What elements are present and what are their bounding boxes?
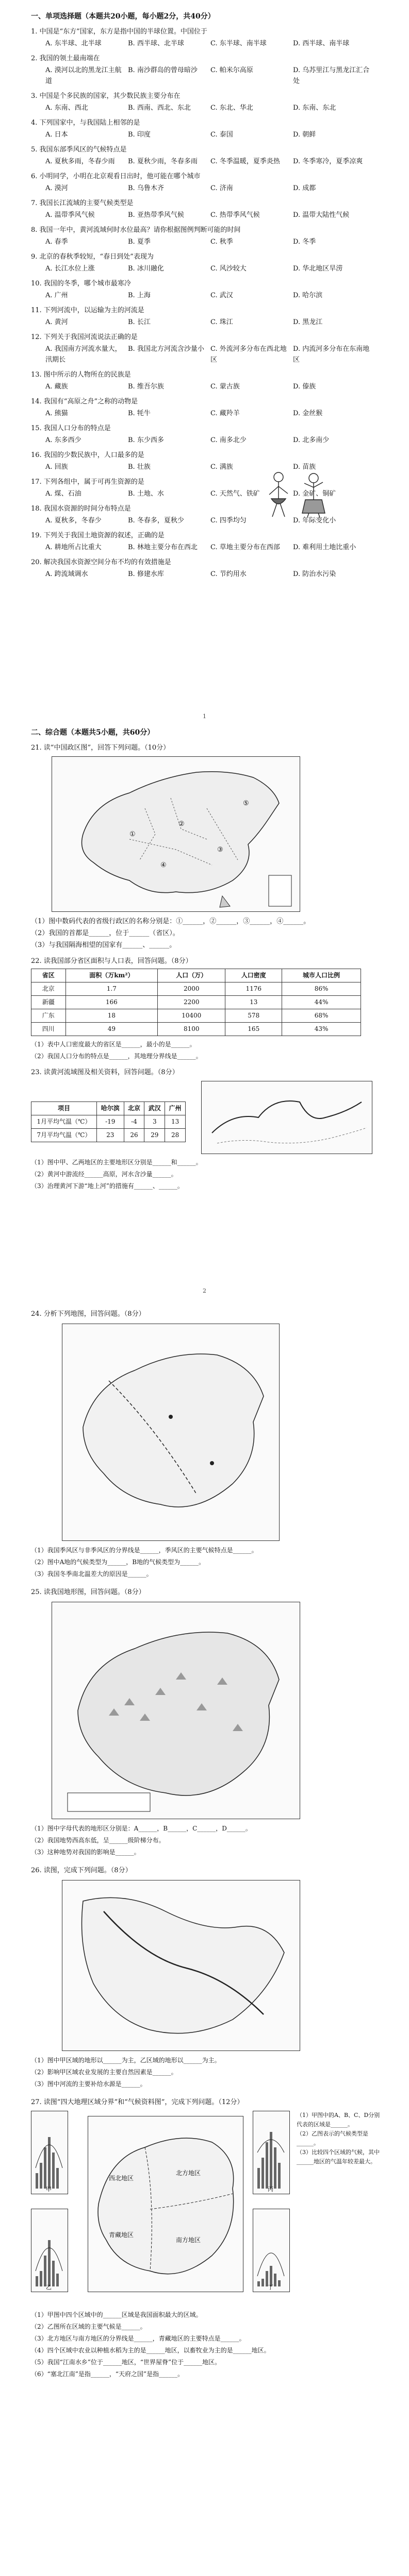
q24-sub-3: （3）我国冬季南北温差大的原因是______。 xyxy=(31,1570,153,1578)
option-c: C. 风沙较大 xyxy=(210,265,247,273)
option-a: A. 温带季风气候 xyxy=(45,211,95,219)
temperature-table xyxy=(31,1101,186,1142)
question-options xyxy=(45,317,387,328)
q23-sub-2: （2）黄河中游流经______高原，河水含沙量______。 xyxy=(31,1171,177,1178)
q26-sub-3: （3）图中河流的主要补给水源是______。 xyxy=(31,2080,146,2088)
option-d: D. 冬季 xyxy=(293,238,316,246)
table-cell: 7月平均气温（℃） xyxy=(31,1129,97,1142)
ethnic-people-illustration xyxy=(258,468,335,522)
option-b: B. 东少西多 xyxy=(128,436,164,444)
option-c: C. 珠江 xyxy=(210,318,233,326)
question-options xyxy=(45,408,387,419)
question-options xyxy=(45,103,387,113)
question-options xyxy=(45,290,387,301)
question-options xyxy=(45,263,387,274)
option-d: D. 成都 xyxy=(293,184,316,192)
option-b: B. 西半球、北半球 xyxy=(128,40,184,47)
climate-chart-3 xyxy=(253,2111,290,2194)
q27-side-notes xyxy=(297,2111,384,2166)
question-options xyxy=(45,462,387,472)
option-b: B. 壮族 xyxy=(128,463,151,471)
page3-content xyxy=(31,1309,387,2381)
table-header: 省区 xyxy=(31,969,66,982)
option-b: B. 土地、水 xyxy=(128,490,164,498)
option-d: D. 朝鲜 xyxy=(293,131,316,139)
question-options xyxy=(45,236,387,247)
option-c: C. 东北、华北 xyxy=(210,104,253,112)
table-header: 人口密度 xyxy=(225,969,282,982)
table-cell: 8100 xyxy=(158,1023,225,1036)
option-c: C. 蒙古族 xyxy=(210,383,240,391)
question-options xyxy=(45,210,387,221)
side-note-1: （1）甲图中的A、B、C、D分别代表的区域是______。 xyxy=(297,2112,380,2128)
question-stem: 13. 图中所示的人物所在的民族是 xyxy=(31,371,131,379)
option-b: B. 长江 xyxy=(128,318,151,326)
q27-sub-6: （6）“塞北江南”是指______，“天府之国”是指______。 xyxy=(31,2370,184,2378)
china-political-map xyxy=(52,756,300,912)
option-a: A. 夏秋多雨，冬春少雨 xyxy=(45,158,115,165)
option-a: A. 广州 xyxy=(45,292,68,299)
region-map xyxy=(62,1880,300,2051)
q26-stem: 26. 读图，完成下列问题。（8分） xyxy=(31,1867,132,1874)
option-d: D. 温带大陆性气候 xyxy=(293,211,350,219)
option-d: D. 冬季寒冷，夏季凉爽 xyxy=(293,158,363,165)
question-stem: 6. 小明同学，小明在北京观看日出时，他可能在哪个城市 xyxy=(31,173,201,180)
climate-chart-1 xyxy=(31,2111,68,2194)
section1-title: 一、单项选择题（本题共20小题，每小题2分，共40分） xyxy=(31,12,215,21)
option-b: B. 西南、西北、东北 xyxy=(128,104,191,112)
table-header: 北京 xyxy=(124,1102,144,1115)
table-cell: 44% xyxy=(282,996,361,1009)
option-d: D. 内流河多分布在东南地区 xyxy=(293,345,370,364)
q24-stem: 24. 分析下列地图，回答问题。（8分） xyxy=(31,1310,145,1318)
region-label-northwest: 西北地区 xyxy=(109,2175,134,2182)
option-d: D. 金丝猴 xyxy=(293,410,323,417)
q24-sub-1: （1）我国季风区与非季风区的分界线是______，季风区的主要气候特点是______。 xyxy=(31,1547,258,1554)
yellow-river-map xyxy=(201,1081,372,1154)
table-cell: 3 xyxy=(144,1115,165,1129)
climate-chart-4 xyxy=(253,2209,290,2292)
option-b: B. 南沙群岛的曾母暗沙 xyxy=(128,66,198,74)
table-cell: -4 xyxy=(124,1115,144,1129)
option-c: C. 草地主要分布在西部 xyxy=(210,544,280,551)
terrain-map xyxy=(52,1602,300,1819)
question-stem: 3. 中国是个多民族的国家，其少数民族主要分布在 xyxy=(31,92,181,100)
question-stem: 8. 我国一年中，黄河流域何时水位最高？请你根据图例判断可能的时间 xyxy=(31,226,241,234)
chart-label-1: 甲 xyxy=(46,2186,52,2193)
table-row xyxy=(31,982,361,996)
option-a: A. 跨流域调水 xyxy=(45,570,88,578)
question-stem: 4. 下列国家中，与我国陆上相邻的是 xyxy=(31,119,140,127)
question-options xyxy=(45,183,387,194)
table-cell: 新疆 xyxy=(31,996,66,1009)
table-cell: 86% xyxy=(282,982,361,996)
q27-sub-3: （3）北方地区与南方地区的分界线是______，青藏地区的主要特点是______。 xyxy=(31,2335,246,2342)
map-label-5: ⑤ xyxy=(243,800,249,807)
q21-sub-3: （3）与我国隔海相望的国家有______、______。 xyxy=(31,941,176,949)
climate-map xyxy=(62,1324,280,1541)
option-b: B. 维吾尔族 xyxy=(128,383,164,391)
table-cell: 68% xyxy=(282,1009,361,1023)
option-a: A. 我国南方河流水量大，汛期长 xyxy=(45,345,122,364)
table-cell: 北京 xyxy=(31,982,66,996)
table-cell: 13 xyxy=(225,996,282,1009)
option-c: C. 武汉 xyxy=(210,292,233,299)
option-b: B. 夏秋少雨，冬春多雨 xyxy=(128,158,198,165)
option-b: B. 冰川融化 xyxy=(128,265,164,273)
map-label-2: ② xyxy=(178,820,185,828)
option-c: C. 帕米尔高原 xyxy=(210,66,253,74)
page-number: 1 xyxy=(203,713,206,720)
question-options xyxy=(45,569,387,580)
table-header: 广州 xyxy=(165,1102,186,1115)
option-c: C. 四季均匀 xyxy=(210,517,247,524)
chart-label-3: 丙 xyxy=(268,2186,273,2193)
table-cell: 578 xyxy=(225,1009,282,1023)
q22-sub-2: （2）我国人口分布的特点是______，其地理分界线是______。 xyxy=(31,1053,202,1060)
table-cell: 2000 xyxy=(158,982,225,996)
section-comprehensive xyxy=(31,727,387,1193)
q21-stem: 21. 读“中国政区图”，回答下列问题。（10分） xyxy=(31,744,170,752)
option-d: D. 西半球、南半球 xyxy=(293,40,350,47)
q25-sub-3: （3）这种地势对我国的影响是______。 xyxy=(31,1849,140,1856)
question-stem: 11. 下列河流中，以运输为主的河流是 xyxy=(31,307,144,314)
population-table xyxy=(31,969,361,1036)
four-regions-map xyxy=(88,2116,243,2292)
option-a: A. 耕地所占比重大 xyxy=(45,544,102,551)
table-cell: -19 xyxy=(96,1115,124,1129)
option-b: B. 林地主要分布在西北 xyxy=(128,544,198,551)
option-d: D. 黑龙江 xyxy=(293,318,323,326)
question-stem: 16. 我国的少数民族中，人口最多的是 xyxy=(31,451,144,459)
table-cell: 28 xyxy=(165,1129,186,1142)
page-number: 2 xyxy=(203,1287,206,1294)
option-a: A. 长江水位上涨 xyxy=(45,265,95,273)
question-options xyxy=(45,65,387,87)
region-label-tibet: 青藏地区 xyxy=(109,2231,134,2239)
question-options xyxy=(45,488,387,499)
table-cell: 49 xyxy=(66,1023,158,1036)
question-options xyxy=(45,542,387,553)
option-c: C. 节约用水 xyxy=(210,570,247,578)
option-c: C. 冬季温暖，夏季炎热 xyxy=(210,158,280,165)
q23-sub-3: （3）治理黄河下游“地上河”的措施有______、______。 xyxy=(31,1182,184,1190)
q22-stem: 22. 读我国部分省区面积与人口表，回答问题。（8分） xyxy=(31,957,192,965)
question-stem: 2. 我国的领土最南端在 xyxy=(31,55,100,62)
table-header: 城市人口比例 xyxy=(282,969,361,982)
option-a: A. 漠河以北的黑龙江主航道 xyxy=(45,66,122,85)
table-row xyxy=(31,1129,186,1142)
option-a: A. 东多西少 xyxy=(45,436,81,444)
q27-stem: 27. 读图“四大地理区域分界”和“气候资料图”，完成下列问题。（12分） xyxy=(31,2098,244,2106)
option-a: A. 黄河 xyxy=(45,318,68,326)
table-cell: 29 xyxy=(144,1129,165,1142)
q23-figures xyxy=(31,1081,387,1154)
side-note-3: （3）比较四个区域的气候，其中______地区的气温年较差最大。 xyxy=(297,2149,380,2165)
option-c: C. 藏羚羊 xyxy=(210,410,240,417)
option-a: A. 藏族 xyxy=(45,383,68,391)
q21-sub-1: （1）图中数码代表的省级行政区的名称分别是：①______，②______，③______，④______。 xyxy=(31,918,310,925)
question-options xyxy=(45,344,387,365)
question-options xyxy=(45,129,387,140)
table-cell: 1176 xyxy=(225,982,282,996)
question-stem: 5. 我国东部季风区的气候特点是 xyxy=(31,146,127,154)
table-cell: 广东 xyxy=(31,1009,66,1023)
table-cell: 165 xyxy=(225,1023,282,1036)
q27-sub-4: （4）四个区域中农业以种植水稻为主的是______地区，以畜牧业为主的是______地区。 xyxy=(31,2347,270,2354)
option-c: C. 外流河多分布在西北地区 xyxy=(210,345,287,364)
table-cell: 13 xyxy=(165,1115,186,1129)
q25-stem: 25. 读我国地形图，回答问题。（8分） xyxy=(31,1588,145,1596)
option-c: C. 秋季 xyxy=(210,238,233,246)
option-a: A. 煤、石油 xyxy=(45,490,81,498)
option-b: B. 修建水库 xyxy=(128,570,164,578)
option-a: A. 东南、西北 xyxy=(45,104,88,112)
option-d: D. 东南、东北 xyxy=(293,104,336,112)
table-cell: 166 xyxy=(66,996,158,1009)
option-c: C. 南多北少 xyxy=(210,436,247,444)
option-b: B. 乌鲁木齐 xyxy=(128,184,164,192)
q26-sub-2: （2）影响甲区域农业发展的主要自然因素是______。 xyxy=(31,2069,177,2076)
option-a: A. 东半球、北半球 xyxy=(45,40,102,47)
option-a: A. 春季 xyxy=(45,238,68,246)
question-stem: 15. 我国人口分布的特点是 xyxy=(31,425,111,432)
option-b: B. 牦牛 xyxy=(128,410,151,417)
option-b: B. 夏季 xyxy=(128,238,151,246)
map-label-4: ④ xyxy=(160,861,167,869)
q27-figures xyxy=(31,2111,387,2307)
q27-sub-1: （1）甲图中四个区域中的______区域是我国面积最大的区域。 xyxy=(31,2311,202,2318)
option-b: B. 我国北方河流含沙量小 xyxy=(128,345,204,353)
table-cell: 43% xyxy=(282,1023,361,1036)
option-b: B. 上海 xyxy=(128,292,151,299)
q27-sub-5: （5）我国“江南水乡”位于______地区，“世界屋脊”位于______地区。 xyxy=(31,2359,221,2366)
side-note-2: （2）乙图表示的气候类型是______。 xyxy=(297,2130,368,2146)
question-options xyxy=(45,38,387,49)
option-c: C. 济南 xyxy=(210,184,233,192)
section2-title: 二、综合题（本题共5小题，共60分） xyxy=(31,728,155,737)
table-row xyxy=(31,1023,361,1036)
question-stem: 7. 我国长江流域的主要气候类型是 xyxy=(31,199,134,207)
question-stem: 18. 我国水资源的时间分布特点是 xyxy=(31,505,131,513)
table-row xyxy=(31,1115,186,1129)
question-stem: 14. 我国有“高原之舟”之称的动物是 xyxy=(31,398,138,405)
option-d: D. 傣族 xyxy=(293,383,316,391)
chart-label-2: 乙 xyxy=(46,2284,52,2291)
table-cell: 18 xyxy=(66,1009,158,1023)
table-header: 哈尔滨 xyxy=(96,1102,124,1115)
q27-sub-2: （2）乙图所在区域的主要气候是______。 xyxy=(31,2323,146,2330)
option-a: A. 熊猫 xyxy=(45,410,68,417)
option-b: B. 冬春多，夏秋少 xyxy=(128,517,184,524)
question-stem: 10. 我国的冬季，哪个城市最寒冷 xyxy=(31,280,131,287)
option-a: A. 漠河 xyxy=(45,184,68,192)
option-c: C. 天然气、铁矿 xyxy=(210,490,260,498)
climate-chart-2 xyxy=(31,2209,68,2292)
q26-sub-1: （1）图中甲区域的地形以______为主，乙区域的地形以______为主。 xyxy=(31,2057,221,2064)
region-label-north: 北方地区 xyxy=(176,2170,201,2177)
q21-sub-2: （2）我国的首都是______，位于______（省区）。 xyxy=(31,929,179,937)
q22-sub-1: （1）表中人口密度最大的省区是______，最小的是______。 xyxy=(31,1041,196,1048)
question-stem: 17. 下列各组中，属于可再生资源的是 xyxy=(31,478,144,486)
option-b: B. 印度 xyxy=(128,131,151,139)
option-a: A. 夏秋多，冬春少 xyxy=(45,517,102,524)
question-options xyxy=(45,156,387,167)
option-d: D. 哈尔滨 xyxy=(293,292,323,299)
table-cell: 2200 xyxy=(158,996,225,1009)
option-d: D. 难利用土地比重小 xyxy=(293,544,356,551)
question-options xyxy=(45,435,387,446)
q25-sub-2: （2）我国地势西高东低，呈______级阶梯分布。 xyxy=(31,1837,165,1844)
option-d: D. 苗族 xyxy=(293,463,316,471)
q23-stem: 23. 读黄河流域图及相关资料，回答问题。（8分） xyxy=(31,1069,179,1076)
region-label-south: 南方地区 xyxy=(176,2236,201,2244)
option-d: D. 金矿、铜矿 xyxy=(293,490,336,498)
chart-label-4: 丁 xyxy=(268,2284,273,2291)
table-row xyxy=(31,1009,361,1023)
question-stem: 9. 北京的春秋季较短，“春日到处”表现为 xyxy=(31,253,154,261)
table-row xyxy=(31,996,361,1009)
table-cell: 23 xyxy=(96,1129,124,1142)
table-header: 项目 xyxy=(31,1102,97,1115)
option-a: A. 回族 xyxy=(45,463,68,471)
table-header: 武汉 xyxy=(144,1102,165,1115)
q25-sub-1: （1）图中字母代表的地形区分别是：A______，B______，C______，D______。 xyxy=(31,1825,252,1832)
option-d: D. 华北地区旱涝 xyxy=(293,265,343,273)
question-stem: 1. 中国是“东方”国家，东方是指中国的半球位置。中国位于 xyxy=(31,28,207,36)
table-header: 人口（万） xyxy=(158,969,225,982)
option-d: D. 年际变化小 xyxy=(293,517,336,524)
map-label-3: ③ xyxy=(217,846,223,854)
option-c: C. 东半球、南半球 xyxy=(210,40,267,47)
question-stem: 19. 下列关于我国土地资源的叙述，正确的是 xyxy=(31,532,165,539)
option-d: D. 北多南少 xyxy=(293,436,330,444)
table-cell: 1月平均气温（℃） xyxy=(31,1115,97,1129)
table-cell: 26 xyxy=(124,1129,144,1142)
map-label-1: ① xyxy=(129,831,136,838)
option-d: D. 乌苏里江与黑龙江汇合处 xyxy=(293,66,370,85)
option-b: B. 亚热带季风气候 xyxy=(128,211,184,219)
option-d: D. 防治水污染 xyxy=(293,570,336,578)
table-cell: 10400 xyxy=(158,1009,225,1023)
table-cell: 四川 xyxy=(31,1023,66,1036)
table-header: 面积（万km²） xyxy=(66,969,158,982)
question-options xyxy=(45,515,387,526)
option-c: C. 热带季风气候 xyxy=(210,211,260,219)
q24-sub-2: （2）图中A地的气候类型为______，B地的气候类型为______。 xyxy=(31,1558,205,1566)
option-c: C. 满族 xyxy=(210,463,233,471)
table-cell: 1.7 xyxy=(66,982,158,996)
question-stem: 20. 解决我国水资源空间分布不均的有效措施是 xyxy=(31,558,171,566)
question-stem: 12. 下列关于我国河流说法正确的是 xyxy=(31,333,138,341)
question-options xyxy=(45,381,387,392)
option-c: C. 泰国 xyxy=(210,131,233,139)
option-a: A. 日本 xyxy=(45,131,68,139)
q23-sub-1: （1）图中甲、乙两地区的主要地形区分别是______和______。 xyxy=(31,1159,202,1166)
